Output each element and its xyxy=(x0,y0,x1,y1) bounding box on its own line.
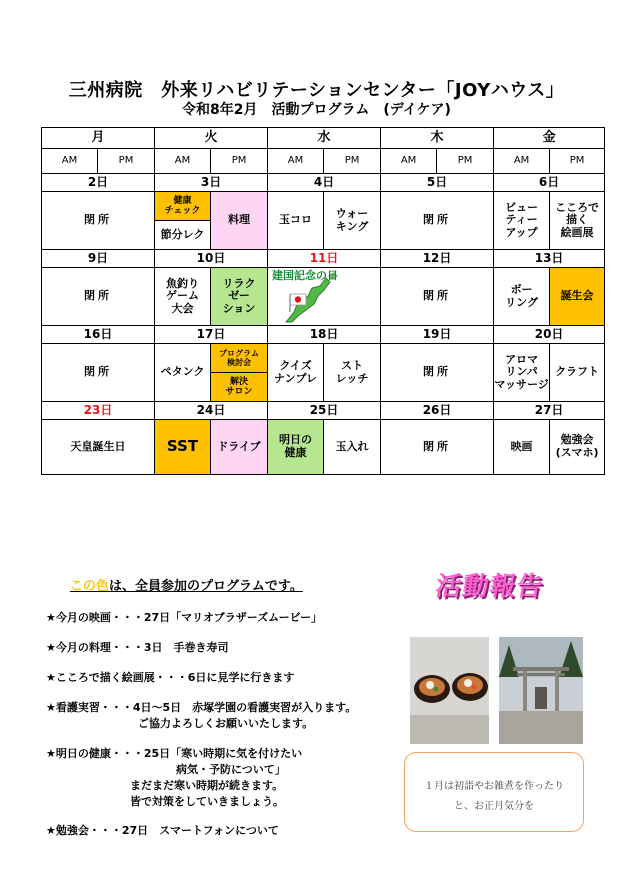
program-closed: 閉所 xyxy=(381,192,494,250)
date-cell-holiday: 11日 xyxy=(268,250,381,268)
weekday-fri: 金 xyxy=(494,128,605,149)
program-tomorrow-health: 明日の 健康 xyxy=(268,420,324,475)
program-bowling: ボー リング xyxy=(494,268,550,326)
program-setsubun: 節分レク xyxy=(155,220,210,249)
am-label: AM xyxy=(268,149,324,174)
date-cell: 17日 xyxy=(155,326,268,344)
note-cooking: ★今月の料理・・・3日 手巻き寿司 xyxy=(46,640,229,654)
date-cell: 27日 xyxy=(494,402,605,420)
shrine-torii-image xyxy=(499,637,583,744)
ampm-row xyxy=(42,149,605,174)
program-health-check: 健康 チェック xyxy=(155,192,210,220)
monthly-notes xyxy=(46,610,416,853)
program-walking: ウォー キング xyxy=(324,192,381,250)
program-craft: クラフト xyxy=(550,344,605,402)
date-row xyxy=(42,174,605,192)
legend-highlight: この色 xyxy=(70,579,110,594)
program-study-smartphone: 勉強会 (スマホ) xyxy=(550,420,605,475)
program-closed: 閉所 xyxy=(42,344,155,402)
zoni-photo xyxy=(410,637,489,744)
report-text-line1: １月は初詣やお雑煮を作ったり xyxy=(424,781,564,792)
legend-text: は、全員参加のプログラムです。 xyxy=(109,579,303,594)
program-drive: ドライブ xyxy=(211,420,268,475)
shrine-photo xyxy=(499,637,583,744)
date-cell: 3日 xyxy=(155,174,268,192)
program-tamakoro: 玉コロ xyxy=(268,192,324,250)
national-foundation-day-cell xyxy=(268,268,381,326)
program-planning-meeting: プログラム 検討会 xyxy=(211,344,267,372)
note-health-line3: まだまだ寒い時期が続きます。 xyxy=(130,778,284,792)
date-cell: 25日 xyxy=(268,402,381,420)
program-art-exhibit: こころで 描く 絵画展 xyxy=(550,192,605,250)
holiday-label: 建国記念の日 xyxy=(272,269,339,282)
date-cell: 20日 xyxy=(494,326,605,344)
note-nursing-line2: ご協力よろしくお願いいたします。 xyxy=(138,716,314,730)
program-aroma-massage: アロマ リンパ マッサージ xyxy=(494,344,550,402)
date-row xyxy=(42,326,605,344)
am-label: AM xyxy=(381,149,437,174)
color-legend xyxy=(70,575,303,594)
weekday-thu: 木 xyxy=(381,128,494,149)
activity-report-title: 活動報告 xyxy=(433,572,546,602)
program-relaxation: リラク ゼー ション xyxy=(211,268,268,326)
program-quiz-numberplace: クイズ ナンプレ xyxy=(268,344,324,402)
program-closed: 閉所 xyxy=(381,268,494,326)
date-cell: 10日 xyxy=(155,250,268,268)
note-nursing xyxy=(46,700,416,732)
date-cell: 2日 xyxy=(42,174,155,192)
program-sst: SST xyxy=(155,420,211,475)
weekday-mon: 月 xyxy=(42,128,155,149)
page-subtitle: 令和8年2月 活動プログラム (デイケア) xyxy=(182,102,451,118)
date-cell: 19日 xyxy=(381,326,494,344)
program-closed: 閉所 xyxy=(381,420,494,475)
note-health-line1: ★明日の健康・・・25日「寒い時期に気を付けたい xyxy=(46,746,303,760)
note-art: ★こころで描く絵画展・・・6日に見学に行きます xyxy=(46,670,295,684)
program-row xyxy=(42,192,605,250)
note-study: ★勉強会・・・27日 スマートフォンについて xyxy=(46,824,279,838)
date-cell: 4日 xyxy=(268,174,381,192)
note-health-line2: 病気・予防について」 xyxy=(176,762,286,776)
program-closed: 閉所 xyxy=(381,344,494,402)
pm-label: PM xyxy=(211,149,268,174)
program-solution-salon: 解決 サロン xyxy=(211,372,267,401)
date-cell: 18日 xyxy=(268,326,381,344)
program-calendar xyxy=(41,127,605,475)
date-cell-holiday: 23日 xyxy=(42,402,155,420)
date-cell: 12日 xyxy=(381,250,494,268)
program-row xyxy=(42,344,605,402)
program-cooking: 料理 xyxy=(211,192,268,250)
program-emperor-birthday: 天皇誕生日 xyxy=(42,420,155,475)
date-row xyxy=(42,402,605,420)
date-cell: 9日 xyxy=(42,250,155,268)
program-stretch: スト レッチ xyxy=(324,344,381,402)
pm-label: PM xyxy=(437,149,494,174)
page-title: 三州病院 外来リハビリテーションセンター「JOYハウス」 xyxy=(68,80,565,101)
note-health xyxy=(46,746,416,810)
program-row xyxy=(42,268,605,326)
weekday-wed: 水 xyxy=(268,128,381,149)
date-cell: 26日 xyxy=(381,402,494,420)
date-row xyxy=(42,250,605,268)
program-tamaire: 玉入れ xyxy=(324,420,381,475)
date-cell: 24日 xyxy=(155,402,268,420)
program-fishing-game: 魚釣り ゲーム 大会 xyxy=(155,268,211,326)
program-closed: 閉所 xyxy=(42,192,155,250)
pm-label: PM xyxy=(324,149,381,174)
note-health-line4: 皆で対策をしていきましょう。 xyxy=(130,794,284,808)
program-birthday-party: 誕生会 xyxy=(550,268,605,326)
program-petanque: ペタンク xyxy=(155,344,211,402)
program-closed: 閉所 xyxy=(42,268,155,326)
am-label: AM xyxy=(155,149,211,174)
date-cell: 6日 xyxy=(494,174,605,192)
note-movie: ★今月の映画・・・27日「マリオブラザーズムービー」 xyxy=(46,611,323,624)
pm-label: PM xyxy=(550,149,605,174)
pm-label: PM xyxy=(98,149,155,174)
am-label: AM xyxy=(494,149,550,174)
zoni-bowls-image xyxy=(410,637,489,744)
report-text-line2: と、お正月気分を xyxy=(454,801,534,812)
weekday-header-row xyxy=(42,128,605,149)
date-cell: 5日 xyxy=(381,174,494,192)
note-nursing-line1: ★看護実習・・・4日～5日 赤塚学園の看護実習が入ります。 xyxy=(46,700,357,714)
date-cell: 13日 xyxy=(494,250,605,268)
activity-report-text-box xyxy=(404,752,584,832)
date-cell: 16日 xyxy=(42,326,155,344)
program-row xyxy=(42,420,605,475)
program-movie: 映画 xyxy=(494,420,550,475)
program-beauty-up: ビュー ティー アップ xyxy=(494,192,550,250)
weekday-tue: 火 xyxy=(155,128,268,149)
am-label: AM xyxy=(42,149,98,174)
